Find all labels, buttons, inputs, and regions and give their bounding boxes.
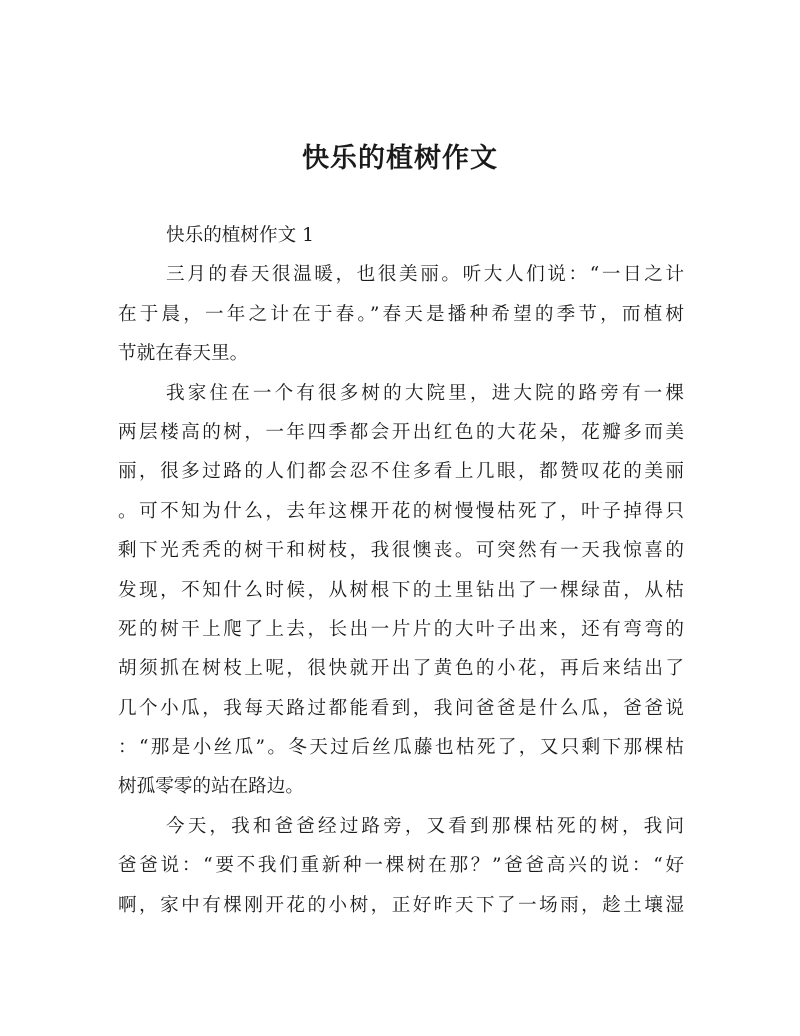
text-line: 死的树干上爬了上去，长出一片片的大叶子出来，还有弯弯的 bbox=[118, 618, 684, 640]
text-line: 啊，家中有棵刚开花的小树，正好昨天下了一场雨，趁土壤湿 bbox=[118, 894, 684, 916]
text-line: 剩下光秃秃的树干和树枝，我很懊丧。可突然有一天我惊喜的 bbox=[118, 540, 684, 562]
text-line: 胡须抓在树枝上呢，很快就开出了黄色的小花，再后来结出了 bbox=[118, 658, 684, 680]
text-line: 几个小瓜，我每天路过都能看到，我问爸爸是什么瓜，爸爸说 bbox=[118, 697, 684, 719]
text-line: 丽，很多过路的人们都会忍不住多看上几眼，都赞叹花的美丽 bbox=[118, 461, 684, 483]
text-line: 在于晨，一年之计在于春。”春天是播种希望的季节，而植树 bbox=[118, 303, 684, 325]
text-line: 我家住在一个有很多树的大院里，进大院的路旁有一棵 bbox=[166, 382, 684, 404]
essay-body bbox=[118, 216, 684, 925]
text-line: 发现，不知什么时候，从树根下的土里钻出了一棵绿苗，从枯 bbox=[118, 579, 684, 601]
text-line: ：“那是小丝瓜”。冬天过后丝瓜藤也枯死了，又只剩下那棵枯 bbox=[118, 737, 684, 759]
text-line: 两层楼高的树，一年四季都会开出红色的大花朵，花瓣多而美 bbox=[118, 421, 684, 443]
text-line: 今天，我和爸爸经过路旁，又看到那棵枯死的树，我问 bbox=[166, 815, 684, 837]
text-line: 树孤零零的站在路边。 bbox=[118, 776, 304, 798]
text-line: 爸爸说：“要不我们重新种一棵树在那？”爸爸高兴的说：“好 bbox=[118, 855, 684, 877]
text-line: 。可不知为什么，去年这棵开花的树慢慢枯死了，叶子掉得只 bbox=[118, 500, 684, 522]
text-line: 三月的春天很温暖，也很美丽。听大人们说：“一日之计 bbox=[166, 264, 684, 286]
document-title: 快乐的植树作文 bbox=[302, 143, 498, 174]
essay-heading: 快乐的植树作文 1 bbox=[166, 225, 314, 246]
text-line: 节就在春天里。 bbox=[118, 343, 249, 365]
